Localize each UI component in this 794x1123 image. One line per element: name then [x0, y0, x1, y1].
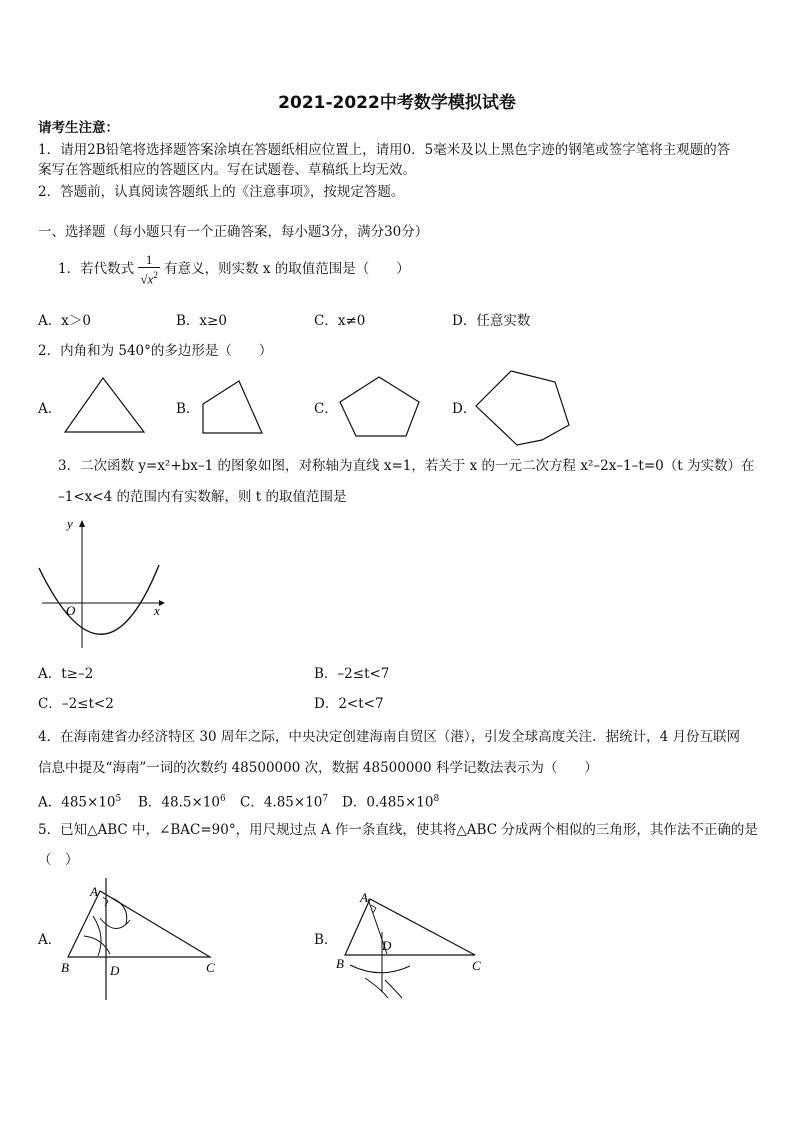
q4-option-c-text: C．4.85×10 — [240, 794, 323, 811]
q1-option-a: A．x＞0 — [38, 313, 91, 329]
q2-label-b: B． — [176, 401, 200, 417]
q5-figure-b — [330, 880, 500, 1004]
q5a-point-c: C — [206, 960, 215, 975]
question-2: 2．内角和为 540°的多边形是（ ） — [38, 343, 273, 359]
q1-frac-exp: 2 — [153, 270, 158, 280]
question-3-line1: 3．二次函数 y=x²+bx–1 的图象如图，对称轴为直线 x=1，若关于 x 的一元二次方程 x²–2x–1–t=0（t 为实数）在 — [58, 458, 755, 474]
q3-parabola-graph — [34, 512, 174, 652]
q3-x-label: x — [154, 603, 160, 618]
q2-label-c: C． — [314, 401, 338, 417]
q4-option-b — [138, 789, 226, 813]
question-4-line1: 4．在海南建省办经济特区 30 周年之际，中央决定创建海南自贸区（港），引发全球高度关注．据统计，4 月份互联网 — [38, 729, 740, 745]
q3-option-c: C．–2≤t<2 — [38, 696, 114, 712]
q1-frac-den: $√x^2$ — [138, 267, 159, 286]
question-4-line2: 信息中提及“海南”一词的次数约 48500000 次，数据 48500000 科学记数法表示为（ ） — [38, 760, 598, 776]
q2-pentagon-figure — [335, 372, 425, 440]
q4-option-d — [342, 789, 439, 813]
q1-option-d: D．任意实数 — [452, 313, 531, 329]
q1-frac-num: 1 — [145, 252, 153, 267]
q3-origin-label: O — [66, 603, 76, 618]
q1-option-b: B．x≥0 — [176, 313, 227, 329]
question-1 — [58, 253, 410, 286]
section-heading: 一、选择题（每小题只有一个正确答案，每小题3分，满分30分） — [38, 224, 429, 240]
q2-label-a: A． — [38, 401, 62, 417]
question-5-line2: （ ） — [38, 852, 79, 868]
q2-triangle-figure — [60, 372, 150, 438]
q5b-point-d: D — [382, 938, 392, 953]
question-5-line1: 5．已知△ABC 中，∠BAC=90°，用尺规过点 A 作一条直线，使其将△ABC 分成两个相似的三角形，其作法不正确的是 — [38, 822, 758, 838]
q2-quadrilateral-figure — [195, 375, 267, 437]
q5-option-a-label: A． — [38, 932, 62, 948]
q5-figure-a — [58, 876, 228, 1004]
q4-option-a-text: A．485×10 — [38, 794, 116, 811]
q1-frac-var: x — [147, 271, 154, 287]
q5b-point-a: A — [360, 890, 368, 905]
q2-label-d: D． — [452, 401, 477, 417]
q4-option-c — [240, 789, 328, 813]
q5b-point-c: C — [472, 958, 481, 973]
q4-option-b-exp: 6 — [219, 794, 226, 804]
q3-option-d: D．2<t<7 — [314, 696, 384, 712]
q3-y-label: y — [67, 516, 73, 531]
q5-option-b-label: B． — [314, 932, 338, 948]
q1-option-c: C．x≠0 — [314, 313, 366, 329]
notice-item-1: 1．请用2B铅笔将选择题答案涂填在答题纸相应位置上，请用0．5毫米及以上黑色字迹的钢笔或签字笔将主观题的答 — [38, 142, 731, 158]
q4-option-a-exp: 5 — [115, 794, 122, 804]
q1-prefix: 1．若代数式 — [58, 261, 135, 278]
q4-option-a — [38, 789, 121, 813]
q4-option-c-exp: 7 — [322, 794, 329, 804]
notice-item-2: 2．答题前，认真阅读答题纸上的《注意事项》，按规定答题。 — [38, 184, 405, 200]
q1-fraction — [138, 253, 159, 286]
q5a-point-b: B — [61, 960, 69, 975]
notice-heading: 请考生注意： — [38, 120, 119, 136]
q5b-point-b: B — [336, 956, 344, 971]
q1-suffix: 有意义，则实数 x 的取值范围是（ ） — [164, 261, 410, 278]
q5a-point-a: A — [90, 884, 98, 899]
page-title: 2021-2022中考数学模拟试卷 — [278, 93, 516, 113]
q4-option-b-text: B．48.5×10 — [138, 794, 220, 811]
q3-parabola-curve — [39, 565, 159, 634]
notice-item-1-cont: 案写在答题纸相应的答题区内。写在试题卷、草稿纸上均无效。 — [38, 162, 416, 178]
q2-hexagon-figure — [472, 366, 576, 450]
q3-option-a: A．t≥–2 — [38, 666, 94, 682]
q5a-point-d: D — [110, 963, 120, 978]
q3-option-b: B．–2≤t<7 — [314, 666, 390, 682]
q4-option-d-exp: 8 — [433, 794, 440, 804]
question-3-line2: –1<x<4 的范围内有实数解，则 t 的取值范围是 — [58, 489, 347, 505]
q4-option-d-text: D．0.485×10 — [342, 794, 434, 811]
